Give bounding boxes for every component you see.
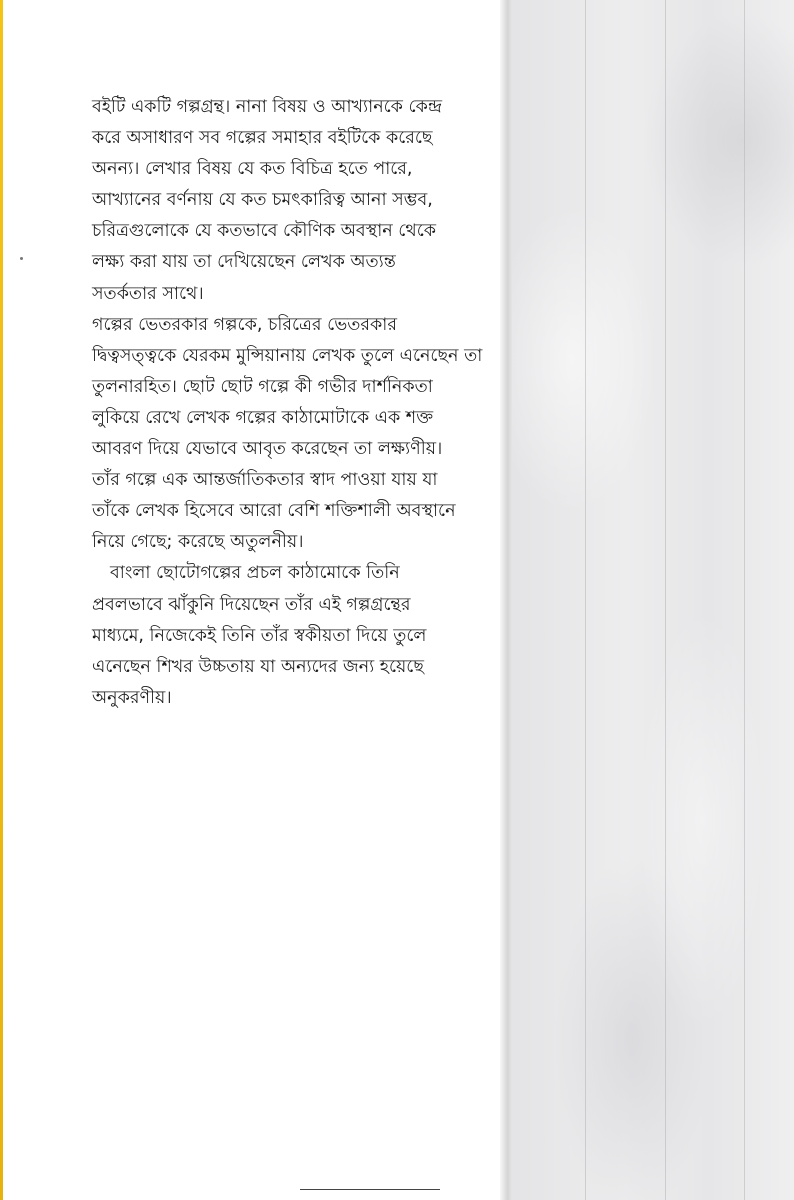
text-line: বাংলা ছোটোগল্পের প্রচল কাঠামোকে তিনি xyxy=(110,563,400,584)
text-line: বইটি একটি গল্পগ্রন্থ। নানা বিষয় ও আখ্যানকে কেন্দ্র xyxy=(92,97,442,117)
right-page xyxy=(512,0,794,1200)
text-line: আখ্যানের বর্ণনায় যে কত চমৎকারিত্ব আনা সম্ভব, xyxy=(92,190,433,211)
text-line: অনুকরণীয়। xyxy=(92,687,172,708)
paragraph-1 xyxy=(92,92,492,310)
text-line: করে অসাধারণ সব গল্পের সমাহার বইটিকে করেছে xyxy=(92,128,433,149)
text-line: অনন্য। লেখার বিষয় যে কত বিচিত্র হতে পারে, xyxy=(92,159,413,180)
paper-fold-line xyxy=(665,0,666,1200)
body-text xyxy=(92,92,492,714)
text-line: আবরণ দিয়ে যেভাবে আবৃত করেছেন তা লক্ষ্যণীয়। xyxy=(92,439,443,460)
text-line: তাঁকে লেখক হিসেবে আরো বেশি শক্তিশালী অবস্থানে xyxy=(92,501,456,522)
text-line: লুকিয়ে রেখে লেখক গল্পের কাঠামোটাকে এক শক্ত xyxy=(92,407,434,428)
text-line: তুলনারহিত। ছোট ছোট গল্পে কী গভীর দার্শনিকতা xyxy=(92,376,433,397)
paper-fold-line xyxy=(744,0,745,1200)
text-line: লক্ষ্য করা যায় তা দেখিয়েছেন লেখক অত্যন্ত xyxy=(92,252,396,273)
page-edge xyxy=(0,0,3,1200)
paragraph-2 xyxy=(92,310,492,559)
text-line: দ্বিত্বসত্ত্বকে যেরকম মুন্সিয়ানায় লেখক তুলে এনেছেন তা xyxy=(92,345,483,366)
text-line: মাধ্যমে, নিজেকেই তিনি তাঁর স্বকীয়তা দিয়ে তুলে xyxy=(92,625,427,646)
text-line: নিয়ে গেছে; করেছে অতুলনীয়। xyxy=(92,532,304,553)
paragraph-3 xyxy=(92,558,492,713)
bottom-rule xyxy=(300,1189,440,1190)
text-line: তাঁর গল্পে এক আন্তর্জাতিকতার স্বাদ পাওয়া যায় যা xyxy=(92,470,438,491)
text-line: এনেছেন শিখর উচ্চতায় যা অন্যদের জন্য হয়েছে xyxy=(92,656,424,677)
text-line: চরিত্রগুলোকে যে কতভাবে কৌণিক অবস্থান থেকে xyxy=(92,221,437,242)
paper-fold-line xyxy=(585,0,586,1200)
text-line: প্রবলভাবে ঝাঁকুনি দিয়েছেন তাঁর এই গল্পগ্রন্থের xyxy=(92,594,411,615)
scan-speck xyxy=(20,257,23,260)
text-line: গল্পের ভেতরকার গল্পকে, চরিত্রের ভেতরকার xyxy=(92,314,397,335)
text-line: সতর্কতার সাথে। xyxy=(92,283,204,304)
